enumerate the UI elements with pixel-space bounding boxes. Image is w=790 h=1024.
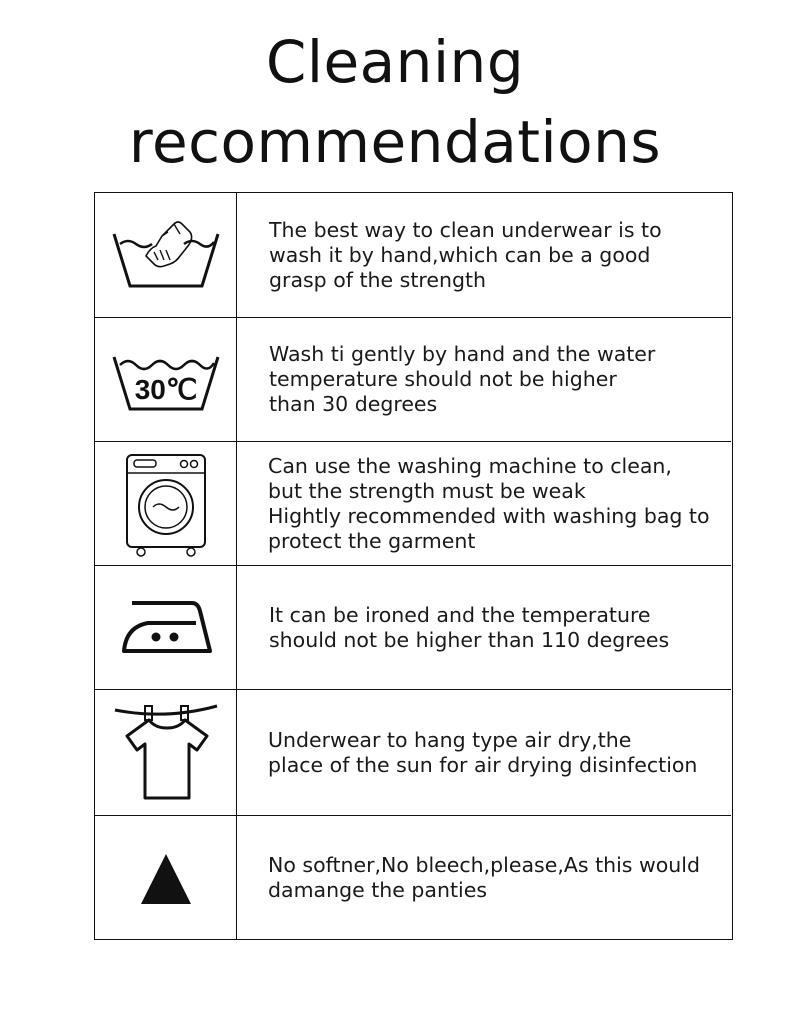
iron-two-dots-icon — [116, 593, 216, 663]
icon-cell — [95, 193, 237, 317]
washing-machine-icon — [121, 449, 211, 559]
instruction-line: Can use the washing machine to clean, — [268, 453, 672, 478]
line-dry-shirt-icon — [111, 698, 221, 808]
instruction-line: It can be ironed and the temperature — [269, 602, 651, 627]
icon-cell — [95, 442, 237, 565]
icon-cell — [95, 816, 237, 939]
hand-wash-icon — [106, 210, 226, 300]
temperature-label: 30℃ — [134, 373, 197, 405]
page-title: Cleaning recommendations — [128, 28, 662, 176]
instruction-line: Wash ti gently by hand and the water — [269, 342, 656, 366]
care-row-no-bleach — [95, 816, 731, 939]
instruction-line: should not be higher than 110 degrees — [269, 627, 670, 652]
instruction-line: No softner,No bleech,please,As this would — [268, 852, 701, 877]
instruction-line: temperature should not be higher — [269, 367, 617, 391]
instruction-text — [268, 690, 711, 815]
instruction-line: The best way to clean underwear is to — [269, 217, 662, 242]
care-row-washing-machine — [95, 442, 731, 566]
instruction-text — [269, 193, 711, 317]
instruction-line: grasp of the strength — [269, 267, 486, 292]
instruction-text — [268, 816, 711, 939]
instruction-line: damange the panties — [268, 877, 487, 902]
care-row-iron — [95, 566, 731, 690]
instruction-line: Hightly recommended with washing bag to — [268, 503, 710, 528]
icon-cell — [95, 690, 237, 815]
care-row-wash-30 — [95, 318, 731, 442]
instruction-line: wash it by hand,which can be a good — [269, 242, 651, 267]
instruction-text — [268, 442, 711, 565]
icon-cell — [95, 566, 237, 689]
icon-cell — [95, 318, 237, 441]
care-row-hand-wash — [95, 193, 731, 318]
wash-30c-icon — [106, 335, 226, 425]
instruction-line: protect the garment — [268, 528, 476, 553]
instruction-line: place of the sun for air drying disinfection — [268, 752, 698, 777]
no-bleach-triangle-icon — [136, 848, 196, 908]
care-instructions-table — [94, 192, 733, 940]
instruction-text — [269, 318, 711, 441]
instruction-line: but the strength must be weak — [268, 478, 586, 503]
instruction-line: than 30 degrees — [269, 392, 438, 416]
instruction-line: Underwear to hang type air dry,the — [268, 727, 632, 752]
instruction-text — [269, 566, 711, 689]
care-row-line-dry — [95, 690, 731, 816]
